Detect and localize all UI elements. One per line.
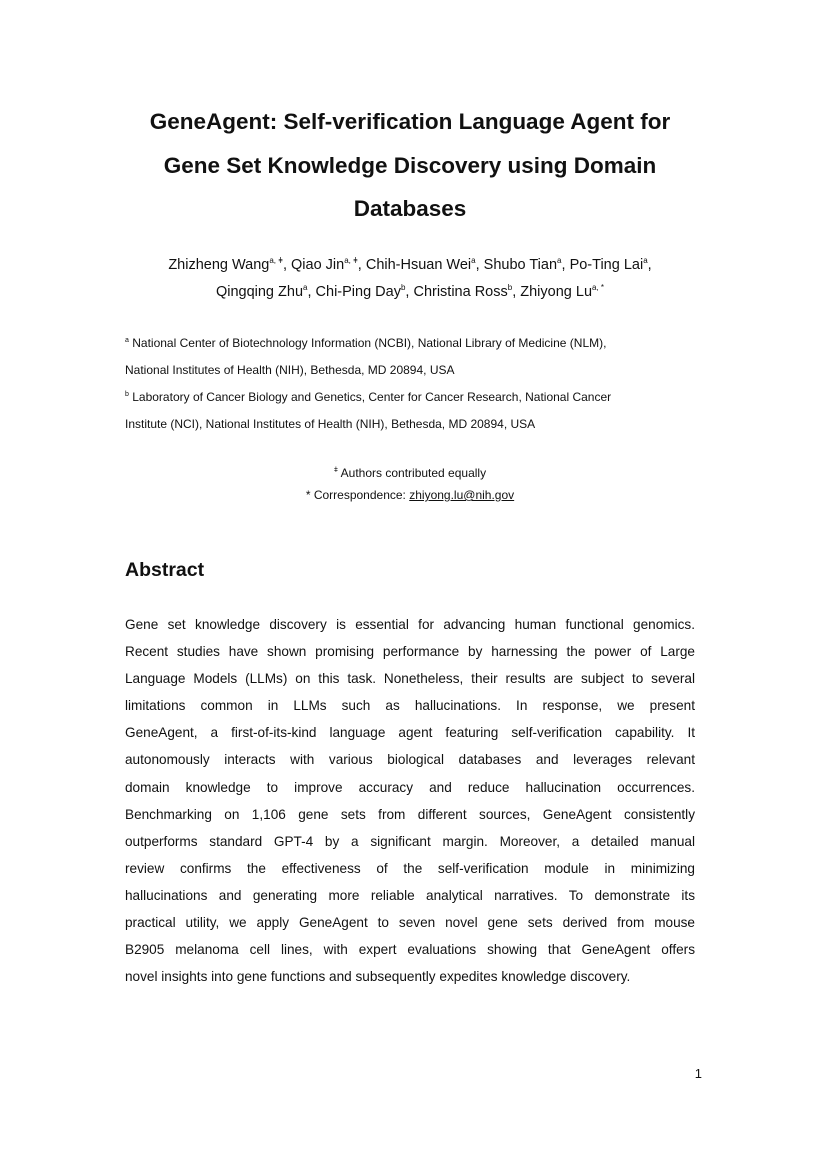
affiliation-marker: a bbox=[125, 337, 129, 344]
abstract-line: hallucinations and generating more reliable analytical narratives. To demonstrate its bbox=[125, 887, 695, 903]
abstract-line: Recent studies have shown promising performance by harnessing the power of Large bbox=[125, 644, 695, 660]
correspondence-email-link[interactable]: zhiyong.lu@nih.gov bbox=[409, 488, 515, 502]
author-line bbox=[60, 279, 760, 306]
author-name: Shubo Tian bbox=[483, 257, 558, 273]
abstract-line: review confirms the effectiveness of the self-verification module in minimizing bbox=[125, 860, 695, 876]
abstract-line: practical utility, we apply GeneAgent to seven novel gene sets derived from mouse bbox=[125, 915, 695, 931]
author-notes bbox=[210, 462, 610, 506]
affiliation-text: National Center of Biotechnology Information (NCBI), National Library of Medicine (NLM), bbox=[128, 336, 607, 350]
author-affiliation-marker: a bbox=[303, 283, 308, 292]
author-name: Chih-Hsuan Wei bbox=[365, 257, 472, 273]
page-number: 1 bbox=[694, 1066, 702, 1081]
author-affiliation-marker: b bbox=[507, 283, 513, 292]
author-line bbox=[60, 252, 760, 279]
author-list bbox=[60, 252, 760, 306]
author-affiliation-marker: b bbox=[400, 283, 406, 292]
abstract-heading: Abstract bbox=[125, 559, 205, 581]
author-affiliation-marker: a bbox=[643, 256, 648, 265]
author-name: Zhizheng Wang bbox=[168, 257, 270, 273]
affiliations bbox=[125, 330, 725, 438]
affiliation-b-continued: Institute (NCI), National Institutes of Health (NIH), Bethesda, MD 20894, USA bbox=[125, 417, 536, 431]
paper-title bbox=[100, 100, 720, 231]
author-separator: , bbox=[475, 257, 484, 273]
abstract-body bbox=[125, 611, 695, 990]
correspondence-label: * Correspondence: bbox=[305, 488, 410, 502]
author-separator: , bbox=[512, 284, 521, 300]
author-separator: , bbox=[307, 284, 316, 300]
abstract-line: Gene set knowledge discovery is essential for advancing human functional genomics. bbox=[125, 617, 695, 632]
author-separator: , bbox=[282, 257, 291, 273]
affiliation-text: Laboratory of Cancer Biology and Genetics, Center for Cancer Research, National Cancer bbox=[128, 390, 612, 404]
abstract-line: novel insights into gene functions and subsequently expedites knowledge discovery. bbox=[125, 969, 631, 985]
affiliation-a bbox=[125, 330, 725, 357]
correspondence-note bbox=[210, 484, 610, 506]
abstract-line: Language Models (LLMs) on this task. Nonetheless, their results are subject to several bbox=[125, 671, 695, 687]
affiliation-a-continued: National Institutes of Health (NIH), Bethesda, MD 20894, USA bbox=[125, 363, 455, 377]
title-line: Databases bbox=[353, 196, 467, 221]
author-separator: , bbox=[561, 257, 570, 273]
author-affiliation-marker: a bbox=[471, 256, 476, 265]
author-affiliation-marker: a, ǂ bbox=[344, 256, 358, 265]
abstract-line: B2905 melanoma cell lines, with expert evaluations showing that GeneAgent offers bbox=[125, 942, 695, 958]
affiliation-b bbox=[125, 384, 725, 411]
author-affiliation-marker: a, ǂ bbox=[269, 256, 283, 265]
author-name: Zhiyong Lu bbox=[520, 284, 593, 300]
author-name: Qiao Jin bbox=[291, 257, 345, 273]
abstract-line: domain knowledge to improve accuracy and reduce hallucination occurrences. bbox=[125, 779, 695, 795]
author-separator: , bbox=[647, 257, 652, 273]
affiliation-marker: b bbox=[125, 391, 129, 398]
equal-contribution-text: Authors contributed equally bbox=[337, 466, 487, 480]
abstract-line: autonomously interacts with various biological databases and leverages relevant bbox=[125, 752, 695, 768]
author-separator: , bbox=[357, 257, 366, 273]
author-name: Qingqing Zhu bbox=[215, 284, 304, 300]
abstract-line: Benchmarking on 1,106 gene sets from different sources, GeneAgent consistently bbox=[125, 806, 695, 822]
author-separator: , bbox=[405, 284, 414, 300]
abstract-line: GeneAgent, a first-of-its-kind language agent featuring self-verification capability. It bbox=[125, 725, 695, 741]
title-line: GeneAgent: Self-verification Language Agent for bbox=[149, 109, 671, 134]
author-name: Christina Ross bbox=[413, 284, 508, 300]
abstract-line: outperforms standard GPT-4 by a significant margin. Moreover, a detailed manual bbox=[125, 833, 695, 849]
author-name: Po-Ting Lai bbox=[569, 257, 644, 273]
author-name: Chi-Ping Day bbox=[315, 284, 401, 300]
title-line: Gene Set Knowledge Discovery using Domain bbox=[163, 152, 657, 178]
equal-contribution-note bbox=[210, 462, 610, 484]
author-affiliation-marker: a, * bbox=[592, 283, 605, 292]
author-affiliation-marker: a bbox=[557, 256, 562, 265]
equal-contribution-marker: ǂ bbox=[333, 467, 338, 474]
abstract-line: limitations common in LLMs such as hallucinations. In response, we present bbox=[125, 698, 695, 714]
